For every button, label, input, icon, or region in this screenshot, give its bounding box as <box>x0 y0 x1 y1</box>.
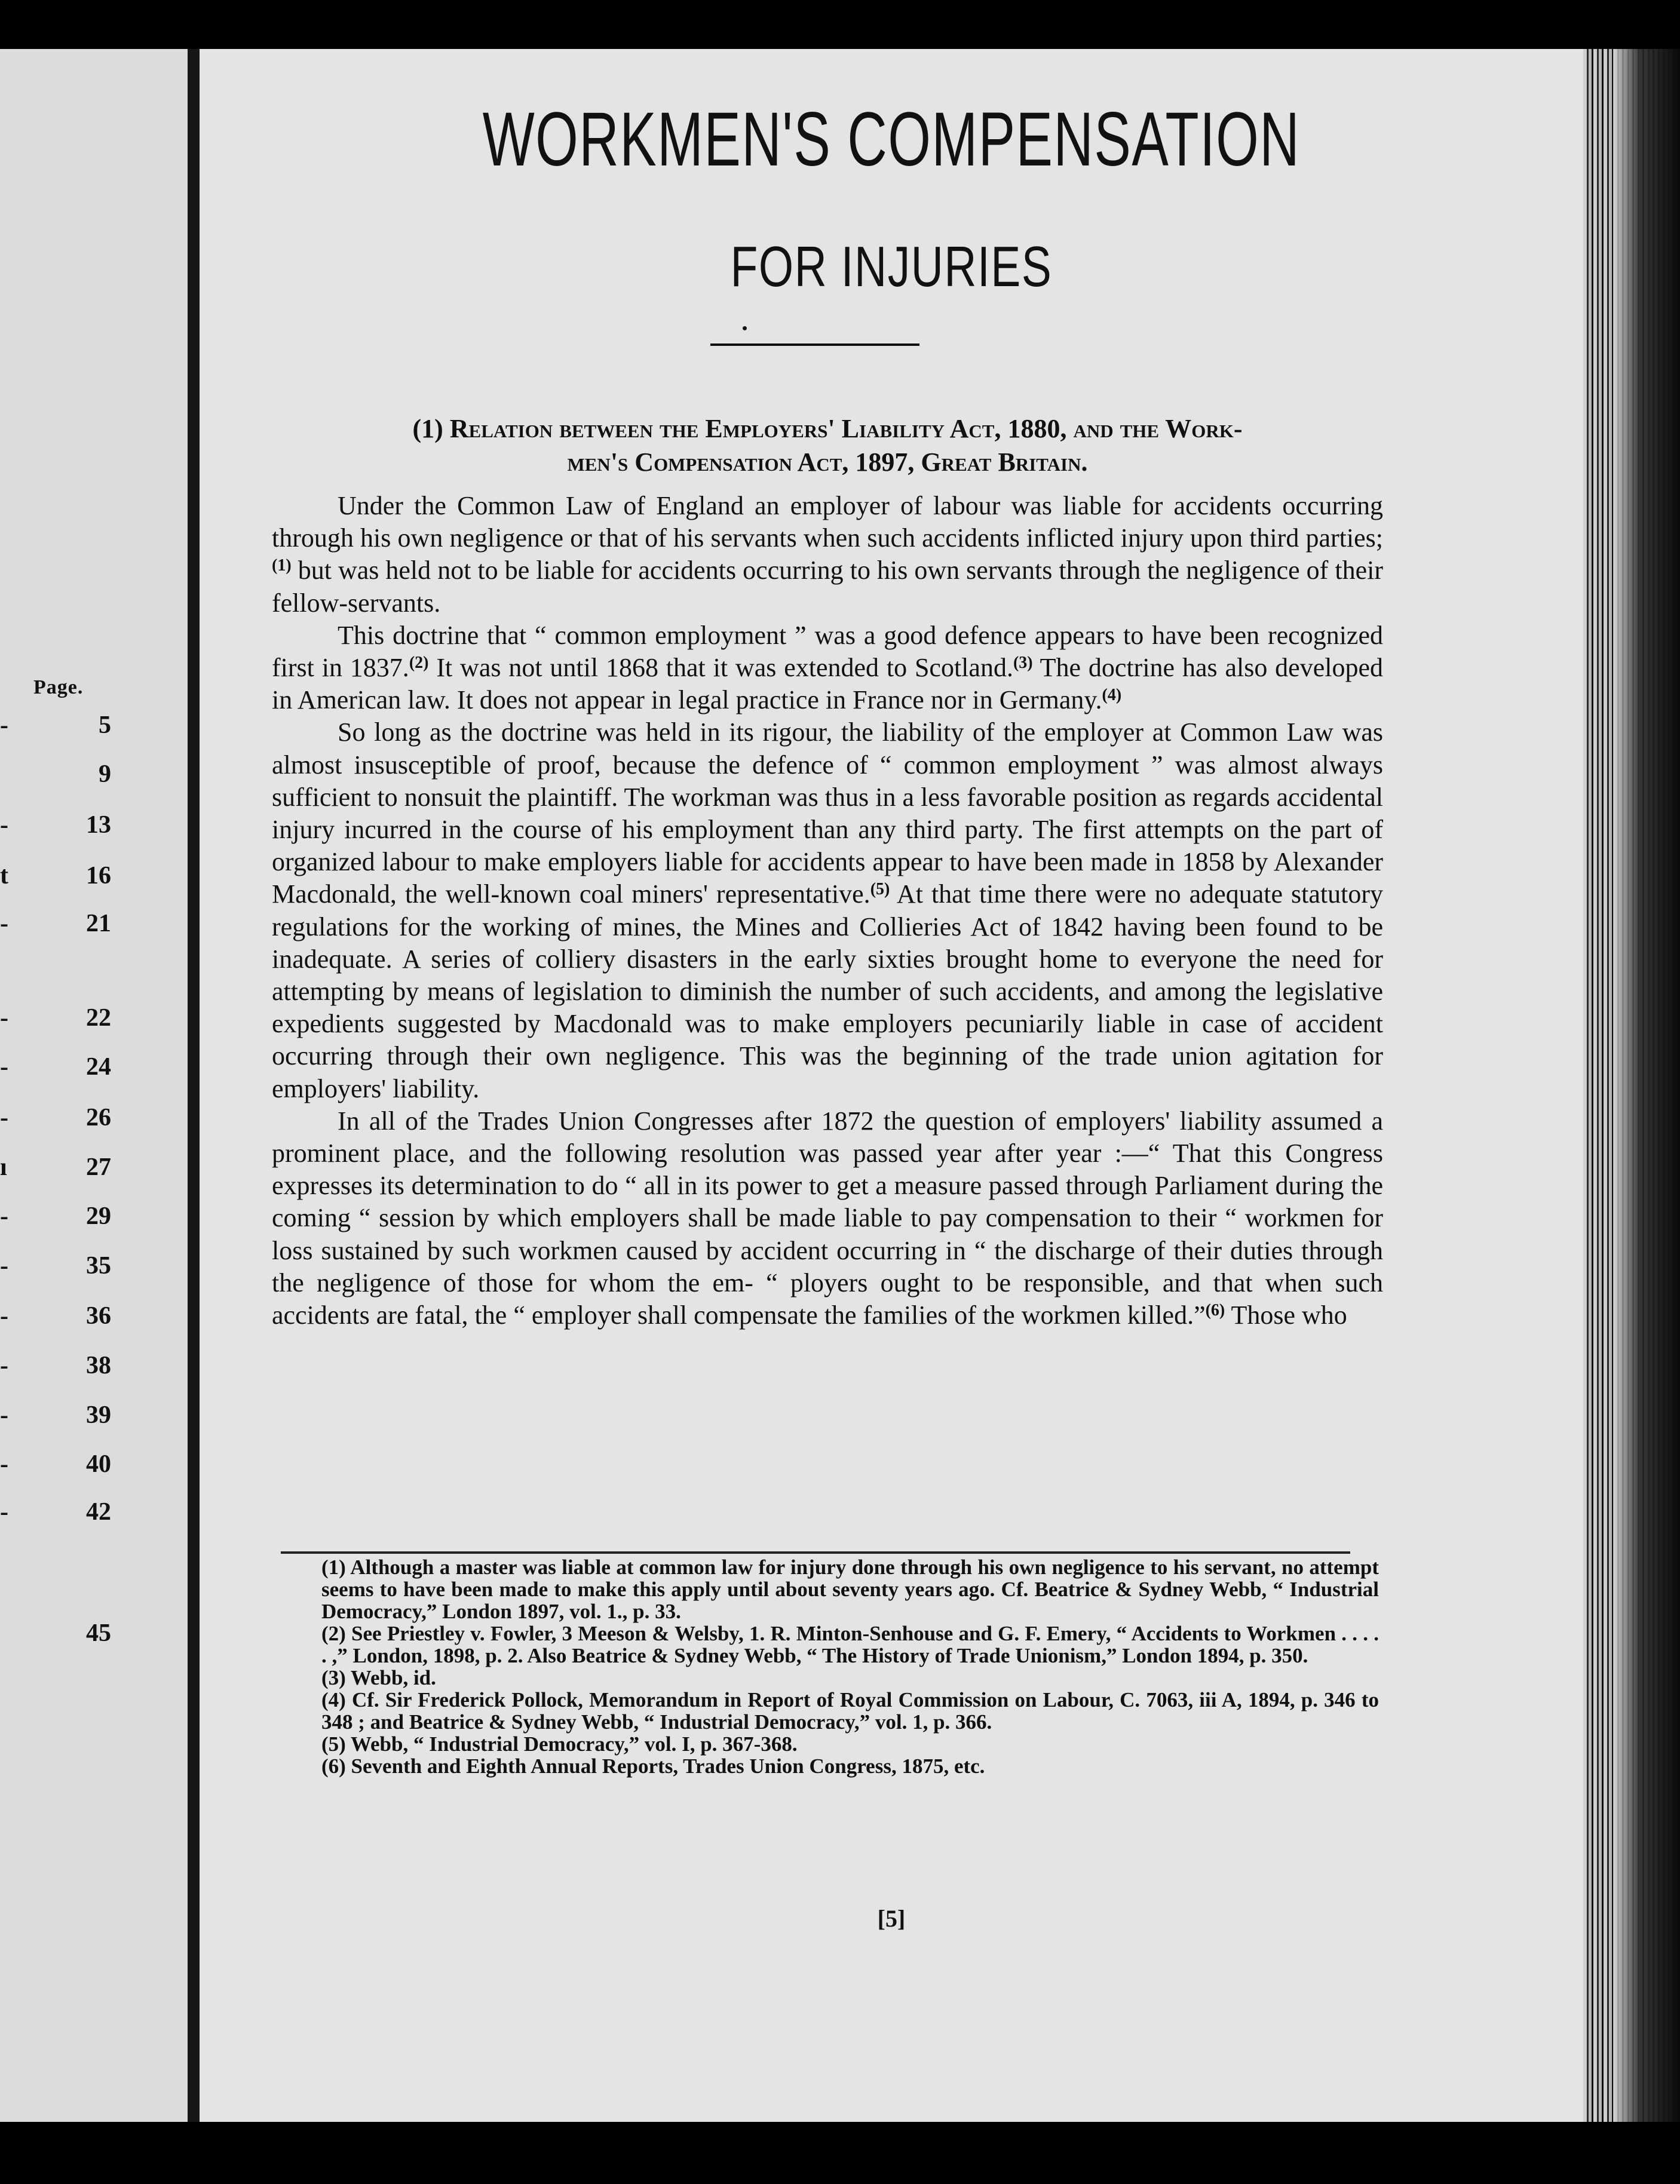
page-number-entry: 36 <box>86 1302 111 1330</box>
body-text <box>272 490 1383 1332</box>
footnote-ref: (1) <box>272 556 292 575</box>
scan-border-bottom <box>0 2122 1680 2184</box>
page-number-entry: 42 <box>86 1498 111 1526</box>
footnote: (2) See Priestley v. Fowler, 3 Meeson & Welsby, 1. R. Minton-Senhouse and G. F. Emery, “ Accidents to Workmen . . . . . ,” London, 1898, p. 2. Also Beatrice & Sydney Webb, “ The History of Trade Unionism,” London 1894, p. 350. <box>321 1622 1379 1667</box>
page-number-entry: 45 <box>86 1619 111 1647</box>
paragraph-text: In all of the Trades Union Congresses after 1872 the question of employers' liability assumed a prominent place, and the following resolution was passed year after year :—“ That this Congress expresses its determination to do “ all in its power to get a measure passed through Parliament during the coming “ session by which employers shall be made liable to pay compensation to their “ workmen for loss sustained by such workmen caused by accident occurring in “ the discharge of their duties through the negligence of those for whom the em- “ ployers ought to be responsible, and that when such accidents are fatal, the “ employer shall compensate the families of the workmen killed.” <box>272 1106 1383 1330</box>
page-subtitle: FOR INJURIES <box>730 235 1053 299</box>
footnote: (4) Cf. Sir Frederick Pollock, Memorandum in Report of Royal Commission on Labour, C. 7063, iii A, 1894, p. 346 to 348 ; and Beatrice & Sydney Webb, “ Industrial Democracy,” vol. 1, p. 366. <box>321 1688 1379 1734</box>
page-number-entry: 22 <box>86 1004 111 1032</box>
book-gutter <box>188 49 200 2122</box>
page-number-entry: 9 <box>99 760 111 788</box>
page-number-entry: 38 <box>86 1352 111 1379</box>
paragraph-text: It was not until 1868 that it was extended to Scotland. <box>428 653 1013 683</box>
leader-mark: - <box>0 1450 8 1478</box>
facing-page-contents <box>0 49 188 2122</box>
leader-mark: - <box>0 1104 8 1131</box>
paragraph-text: Under the Common Law of England an employer of labour was liable for accidents occurring through his own negligence or that of his servants when such accidents inflicted injury upon third parties; <box>272 491 1383 553</box>
paragraph <box>272 1105 1383 1332</box>
section-heading-line: (1) Relation between the Employers' Liability Act, 1880, and the Work- <box>412 414 1243 443</box>
paragraph <box>272 716 1383 1105</box>
footnote-ref: (3) <box>1013 654 1033 673</box>
leader-mark: t <box>0 862 8 889</box>
leader-mark: - <box>0 910 8 937</box>
leader-mark: ı <box>0 1154 7 1181</box>
page-number-entry: 13 <box>86 811 111 839</box>
leader-mark: - <box>0 1053 8 1081</box>
page-number-entry: 21 <box>86 910 111 937</box>
title-rule <box>710 343 919 346</box>
page-number: [5] <box>877 1905 906 1932</box>
leader-mark: - <box>0 1352 8 1379</box>
footnote-ref: (2) <box>409 654 429 673</box>
leader-mark: - <box>0 811 8 839</box>
paragraph-text: This doctrine that “ common employment ” was a good defence appears to have been recognized first in 1837. <box>272 620 1383 683</box>
paragraph <box>272 490 1383 619</box>
footnote-rule <box>281 1551 1350 1554</box>
footnote: (1) Although a master was liable at common law for injury done through his own negligence to his servant, no attempt seems to have been made to make this apply until about seventy years ago. Cf. Beatrice & Sydney Webb, “ Industrial Democracy,” London 1897, vol. 1., p. 33. <box>321 1556 1379 1623</box>
page-number-entry: 40 <box>86 1450 111 1478</box>
page-number-entry: 29 <box>86 1203 111 1230</box>
paragraph-text: but was held not to be liable for accidents occurring to his own servants through the negligence of their fellow-servants. <box>272 556 1383 618</box>
leader-mark: - <box>0 711 8 739</box>
section-heading <box>272 412 1383 479</box>
section-heading-line: men's Compensation Act, 1897, Great Britain. <box>567 447 1088 477</box>
leader-mark: - <box>0 1004 8 1032</box>
page-number-entry: 27 <box>86 1154 111 1181</box>
paragraph-text: So long as the doctrine was held in its rigour, the liability of the employer at Common Law was almost insusceptible of proof, because the defence of “ common employment ” was almost always sufficient to nonsuit the plaintiff. The workman was thus in a less favorable position as regards accidental injury incurred in the course of his employment than any third party. The first attempts on the part of organized labour to make employers liable for accidents appear to have been made in 1858 by Alexander Macdonald, the well-known coal miners' representative. <box>272 717 1383 909</box>
footnote: (3) Webb, id. <box>321 1666 436 1689</box>
scan-border-top <box>0 0 1680 49</box>
ornament-dot <box>743 326 747 330</box>
page-number-entry: 16 <box>86 862 111 889</box>
page-number-entry: 24 <box>86 1053 111 1081</box>
leader-mark: - <box>0 1203 8 1230</box>
page-number-entry: 39 <box>86 1401 111 1429</box>
page-column-label: Page. <box>33 676 84 698</box>
page-number-entry: 35 <box>86 1252 111 1280</box>
footnote: (6) Seventh and Eighth Annual Reports, Trades Union Congress, 1875, etc. <box>321 1754 985 1778</box>
paragraph <box>272 619 1383 717</box>
leader-mark: - <box>0 1498 8 1526</box>
book-edge-shadow <box>1613 49 1680 2122</box>
footnote-ref: (5) <box>870 880 890 899</box>
page-number-entry: 26 <box>86 1104 111 1131</box>
leader-mark: - <box>0 1401 8 1429</box>
leader-mark: - <box>0 1252 8 1280</box>
paragraph-text: At that time there were no adequate statutory regulations for the working of mines, the Mines and Collieries Act of 1842 having been found to be inadequate. A series of colliery disasters in the early sixties brought home to everyone the need for attempting by means of legislation to diminish the number of such accidents, and among the legislative expedients suggested by Macdonald was to make employers pecuniarily liable in case of accident occurring through their own negligence. This was the beginning of the trade union agitation for employers' liability. <box>272 879 1383 1103</box>
footnote-ref: (6) <box>1205 1301 1225 1320</box>
paragraph-text: The doctrine has also developed in American law. It does not appear in legal practice in France nor in Germany. <box>272 653 1383 715</box>
page-title: WORKMEN'S COMPENSATION <box>482 97 1301 182</box>
page-number-entry: 5 <box>99 711 111 739</box>
footnote: (5) Webb, “ Industrial Democracy,” vol. I, p. 367-368. <box>321 1732 798 1756</box>
footnotes <box>321 1556 1379 1777</box>
footnote-ref: (4) <box>1102 686 1122 705</box>
paragraph-text: Those who <box>1225 1300 1347 1330</box>
leader-mark: - <box>0 1302 8 1330</box>
